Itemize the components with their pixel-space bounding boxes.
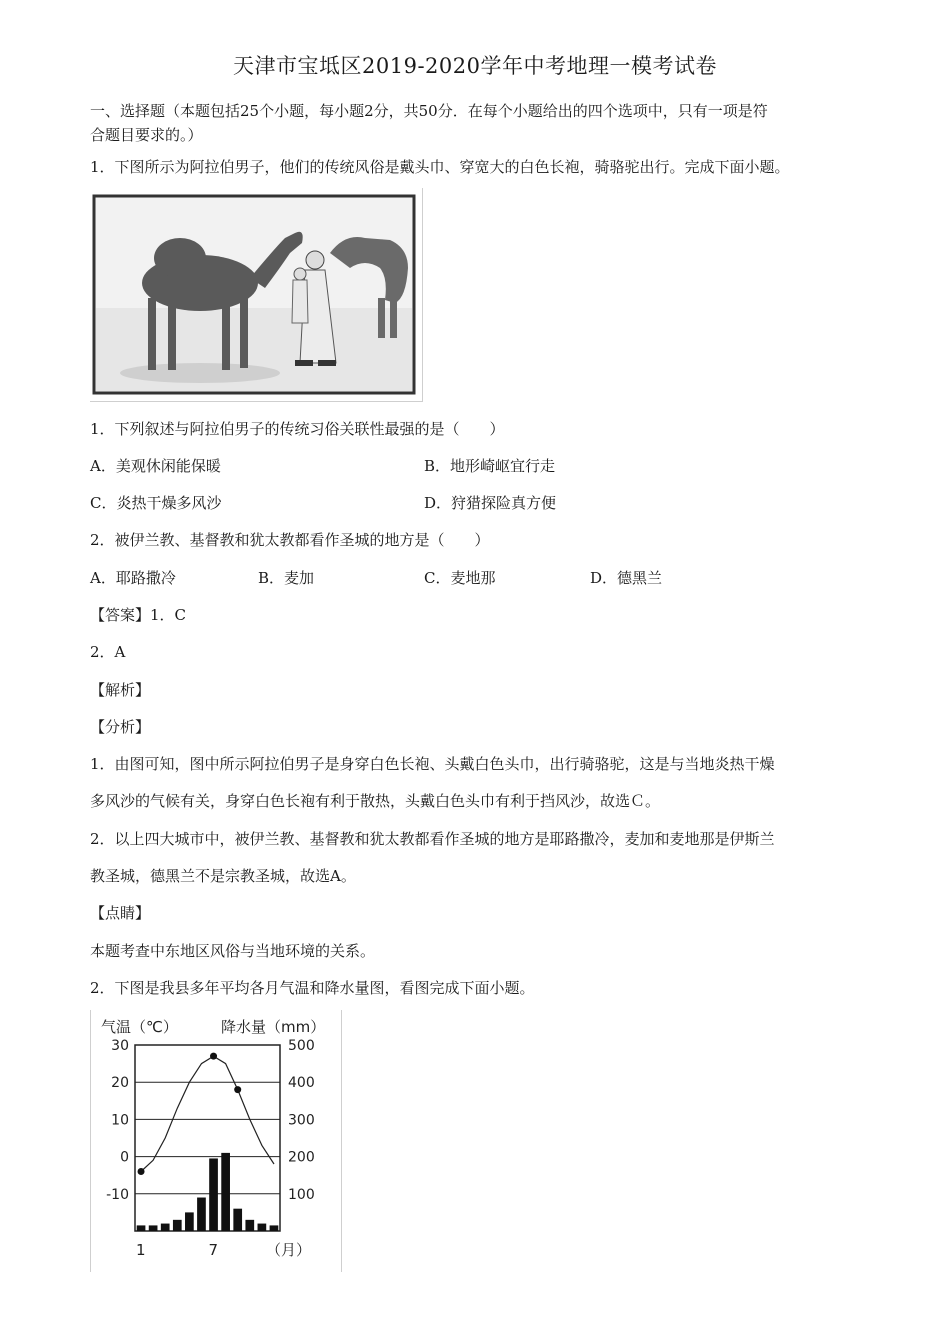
right-tick-label: 200 [288, 1149, 315, 1166]
temperature-point [138, 1168, 145, 1175]
analysis-2-line-2: 教圣城，德黑兰不是宗教圣城，故选A。 [90, 867, 356, 885]
q1-2-option-b: B．麦加 [258, 569, 315, 587]
camel-photo-icon [90, 188, 422, 401]
q1-1-option-b: B．地形崎岖宜行走 [424, 457, 556, 475]
right-tick-label: 500 [288, 1038, 315, 1054]
temperature-point [210, 1053, 217, 1060]
right-tick-labels [288, 1038, 315, 1203]
x-unit-label: （月） [266, 1241, 312, 1259]
precipitation-bar [221, 1153, 230, 1231]
analysis-2-line-1: 2．以上四大城市中，被伊兰教、基督教和犹太教都看作圣城的地方是耶路撒冷，麦加和麦地那是伊斯兰 [90, 830, 775, 848]
analysis-1-line-2: 多风沙的气候有关，身穿白色长袍有利于散热，头戴白色头巾有利于挡风沙，故选Ｃ。 [90, 792, 661, 810]
right-tick-label: 400 [288, 1075, 315, 1092]
right-tick-label: 100 [288, 1186, 315, 1203]
climate-chart [90, 1010, 342, 1272]
answer-label: 【答案】1．C [90, 606, 187, 624]
section-header-cont: 合题目要求的。） [90, 126, 203, 144]
precipitation-bar [149, 1225, 158, 1231]
left-tick-label: 30 [111, 1038, 129, 1054]
temperature-line [141, 1056, 274, 1171]
precipitation-bar [137, 1225, 146, 1231]
q1-intro: 1．下图所示为阿拉伯男子，他们的传统风俗是戴头巾、穿宽大的白色长袍，骑骆驼出行。完成下面小题。 [90, 158, 790, 176]
answer-2: 2．A [90, 643, 126, 661]
x-tick-label-7: 7 [208, 1241, 219, 1259]
section-header: 一、选择题（本题包括25个小题，每小题2分，共50分．在每个小题给出的四个选项中，只有一项是符 [90, 102, 768, 120]
page-title: 天津市宝坻区2019-2020学年中考地理一模考试卷 [233, 54, 717, 78]
precipitation-bar [258, 1224, 267, 1231]
left-tick-labels [106, 1038, 129, 1203]
right-axis-label: 降水量（mm） [221, 1018, 326, 1036]
camel-photo [90, 188, 423, 402]
precipitation-bars [137, 1153, 279, 1231]
precipitation-bar [270, 1225, 279, 1231]
precipitation-bar [173, 1220, 182, 1231]
jiexi-label: 【解析】 [90, 681, 151, 699]
precipitation-bar [161, 1224, 170, 1231]
q1-2-option-d: D．德黑兰 [590, 569, 663, 587]
precipitation-bar [245, 1220, 254, 1231]
left-axis-label: 气温（℃） [101, 1018, 178, 1036]
left-tick-label: -10 [106, 1186, 129, 1203]
precipitation-bar [233, 1209, 242, 1231]
x-tick-label-1: 1 [136, 1241, 146, 1259]
left-tick-label: 10 [111, 1112, 129, 1129]
q1-1-option-a: A．美观休闲能保暖 [90, 457, 221, 475]
left-tick-label: 20 [111, 1075, 129, 1092]
fenxi-label: 【分析】 [90, 718, 151, 736]
left-tick-label: 0 [120, 1149, 129, 1166]
precipitation-bar [197, 1198, 206, 1231]
q2-intro: 2．下图是我县多年平均各月气温和降水量图，看图完成下面小题。 [90, 979, 535, 997]
q1-2-stem: 2．被伊兰教、基督教和犹太教都看作圣城的地方是（ ） [90, 531, 490, 549]
dianjing-text: 本题考查中东地区风俗与当地环境的关系。 [90, 942, 376, 960]
precipitation-bar [209, 1158, 218, 1231]
q1-2-option-a: A．耶路撒冷 [90, 569, 176, 587]
climate-chart-svg [91, 1010, 341, 1272]
precipitation-bar [185, 1212, 194, 1231]
q1-1-option-c: C．炎热干燥多风沙 [90, 494, 222, 512]
q1-1-option-d: D．狩猎探险真方便 [424, 494, 557, 512]
q1-1-stem: 1．下列叙述与阿拉伯男子的传统习俗关联性最强的是（ ） [90, 420, 505, 438]
analysis-1-line-1: 1．由图可知，图中所示阿拉伯男子是身穿白色长袍、头戴白色头巾，出行骑骆驼，这是与当地炎热干燥 [90, 755, 775, 773]
dianjing-label: 【点睛】 [90, 904, 151, 922]
right-tick-label: 300 [288, 1112, 315, 1129]
q1-2-option-c: C．麦地那 [424, 569, 496, 587]
temperature-point [234, 1086, 241, 1093]
